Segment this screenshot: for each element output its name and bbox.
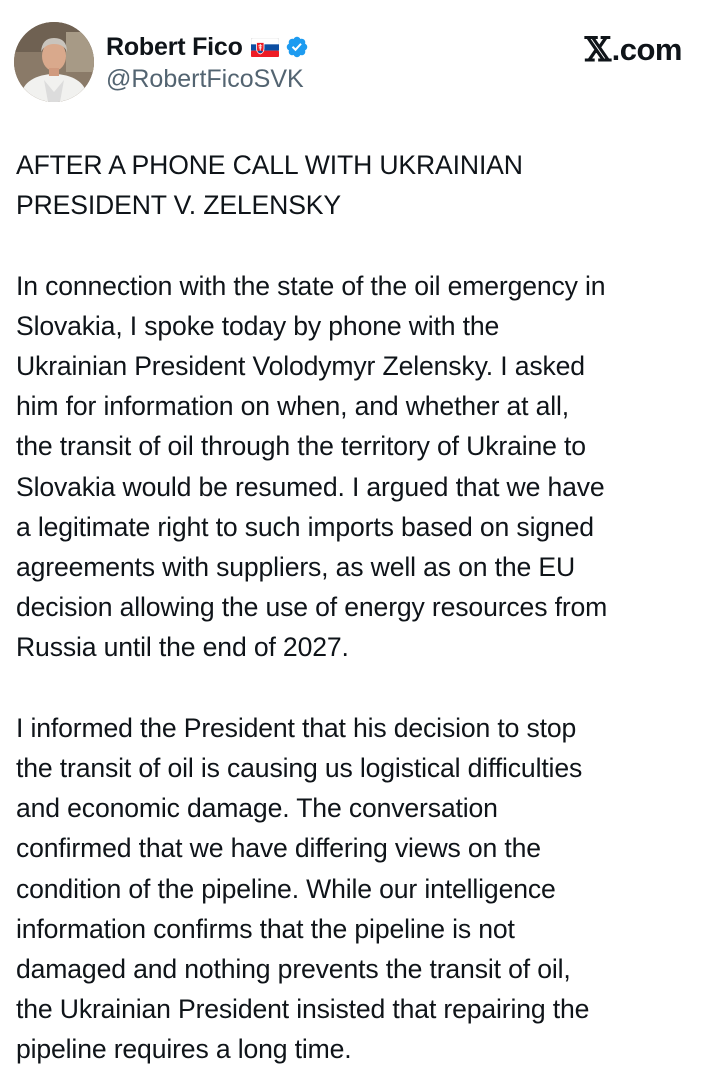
post-paragraph-2 bbox=[16, 708, 696, 1070]
text-line: him for information on when, and whether at all, bbox=[16, 391, 570, 422]
post-heading bbox=[16, 145, 696, 225]
text-line: and economic damage. The conversation bbox=[16, 793, 498, 824]
text-line: Slovakia would be resumed. I argued that we have bbox=[16, 471, 605, 502]
text-line: the transit of oil through the territory of Ukraine to bbox=[16, 431, 586, 462]
avatar[interactable] bbox=[14, 22, 94, 102]
text-line: In connection with the state of the oil emergency in bbox=[16, 270, 606, 301]
text-line: condition of the pipeline. While our intelligence bbox=[16, 873, 556, 904]
verified-badge-icon bbox=[285, 35, 309, 59]
author-handle[interactable]: @RobertFicoSVK bbox=[106, 65, 304, 93]
author-display-name[interactable]: Robert Fico bbox=[106, 32, 243, 61]
slovakia-flag-icon bbox=[251, 38, 279, 57]
post-heading-line: PRESIDENT V. ZELENSKY bbox=[16, 190, 341, 221]
post-body bbox=[16, 145, 696, 1070]
text-line: Slovakia, I spoke today by phone with the bbox=[16, 310, 500, 341]
brand-domain: .com bbox=[611, 32, 682, 67]
text-line: Russia until the end of 2027. bbox=[16, 632, 349, 663]
text-line: agreements with suppliers, as well as on the EU bbox=[16, 552, 576, 583]
text-line: Ukrainian President Volodymyr Zelensky. I asked bbox=[16, 351, 585, 381]
text-line: pipeline requires a long time. bbox=[16, 1034, 352, 1065]
text-line: I informed the President that his decision to stop bbox=[16, 712, 577, 743]
author-info bbox=[106, 31, 309, 94]
text-line: the transit of oil is causing us logistical difficulties bbox=[16, 753, 583, 784]
x-logo-icon: 𝕏 bbox=[584, 30, 611, 70]
text-line: information confirms that the pipeline is not bbox=[16, 913, 515, 944]
text-line: the Ukrainian President insisted that repairing the bbox=[16, 994, 590, 1025]
text-line: a legitimate right to such imports based on signed bbox=[16, 511, 594, 542]
post-paragraph-1 bbox=[16, 266, 696, 668]
x-com-brand bbox=[585, 30, 682, 70]
avatar-image bbox=[14, 22, 94, 102]
text-line: decision allowing the use of energy resources from bbox=[16, 592, 608, 623]
text-line: damaged and nothing prevents the transit of oil, bbox=[16, 954, 571, 985]
name-row bbox=[106, 31, 309, 63]
post-heading-line: AFTER A PHONE CALL WITH UKRAINIAN bbox=[16, 150, 523, 180]
text-line: confirmed that we have differing views on the bbox=[16, 833, 541, 864]
post-header bbox=[14, 22, 684, 106]
